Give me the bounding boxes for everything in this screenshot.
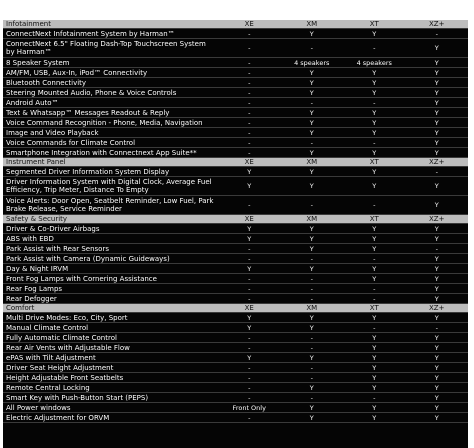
feature-availability: Y: [406, 353, 469, 363]
spec-sheet: [3, 20, 468, 448]
feature-availability: Y: [406, 88, 469, 98]
table-row: [3, 403, 468, 413]
feature-availability: Y: [218, 313, 281, 323]
table-row: [3, 177, 468, 196]
feature-availability: Y: [406, 313, 469, 323]
feature-availability: Y: [406, 108, 469, 118]
feature-availability: Y: [406, 373, 469, 383]
feature-availability: -: [281, 138, 344, 148]
feature-availability: -: [406, 244, 469, 254]
feature-availability: Y: [406, 294, 469, 304]
variant-column-header: XE: [218, 158, 281, 167]
feature-name: Steering Mounted Audio, Phone & Voice Controls: [3, 88, 218, 98]
feature-name: ABS with EBD: [3, 234, 218, 244]
table-row: [3, 333, 468, 343]
feature-availability: -: [281, 254, 344, 264]
feature-availability: Y: [281, 313, 344, 323]
feature-availability: -: [218, 274, 281, 284]
feature-availability: Y: [406, 118, 469, 128]
feature-name: Rear Fog Lamps: [3, 284, 218, 294]
feature-availability: -: [343, 138, 406, 148]
feature-availability: Front Only: [218, 403, 281, 413]
feature-availability: -: [218, 294, 281, 304]
feature-availability: Y: [406, 403, 469, 413]
feature-availability: Y: [281, 383, 344, 393]
feature-availability: Y: [406, 284, 469, 294]
feature-availability: Y: [406, 128, 469, 138]
feature-name: Voice Alerts: Door Open, Seatbelt Reminder, Low Fuel, Park Brake Release, Service Reminder: [3, 196, 218, 215]
feature-availability: -: [218, 148, 281, 158]
feature-availability: -: [281, 333, 344, 343]
feature-availability: Y: [406, 58, 469, 68]
feature-availability: Y: [281, 148, 344, 158]
feature-availability: Y: [281, 413, 344, 423]
feature-availability: Y: [281, 78, 344, 88]
table-row: [3, 167, 468, 177]
table-row: [3, 148, 468, 158]
feature-availability: Y: [406, 254, 469, 264]
feature-availability: -: [281, 363, 344, 373]
feature-name: Android Auto™: [3, 98, 218, 108]
feature-availability: -: [281, 343, 344, 353]
feature-availability: -: [343, 254, 406, 264]
section-header-row: [3, 215, 468, 224]
section-header-row: [3, 158, 468, 167]
section-header-row: [3, 20, 468, 29]
feature-availability: Y: [343, 413, 406, 423]
variant-column-header: XT: [343, 304, 406, 313]
feature-availability: Y: [343, 353, 406, 363]
feature-availability: Y: [406, 177, 469, 196]
feature-availability: -: [218, 39, 281, 58]
variant-column-header: XM: [281, 215, 344, 224]
feature-availability: Y: [281, 29, 344, 39]
feature-availability: Y: [281, 403, 344, 413]
feature-name: Electric Adjustment for ORVM: [3, 413, 218, 423]
feature-availability: Y: [343, 128, 406, 138]
feature-availability: 4 speakers: [281, 58, 344, 68]
feature-availability: -: [218, 68, 281, 78]
feature-availability: -: [218, 284, 281, 294]
feature-availability: -: [343, 98, 406, 108]
table-row: [3, 98, 468, 108]
feature-availability: Y: [281, 108, 344, 118]
table-row: [3, 353, 468, 363]
table-row: [3, 138, 468, 148]
variant-column-header: XM: [281, 304, 344, 313]
feature-availability: -: [281, 393, 344, 403]
feature-availability: -: [218, 98, 281, 108]
feature-name: Voice Commands for Climate Control: [3, 138, 218, 148]
feature-availability: -: [218, 108, 281, 118]
feature-availability: Y: [218, 224, 281, 234]
spec-table: [3, 20, 468, 423]
feature-name: Manual Climate Control: [3, 323, 218, 333]
feature-availability: Y: [343, 333, 406, 343]
feature-availability: Y: [343, 68, 406, 78]
feature-availability: Y: [281, 128, 344, 138]
feature-availability: Y: [406, 234, 469, 244]
feature-availability: Y: [218, 167, 281, 177]
feature-name: Voice Command Recognition - Phone, Media, Navigation: [3, 118, 218, 128]
feature-availability: Y: [406, 148, 469, 158]
variant-column-header: XZ+: [406, 215, 469, 224]
feature-availability: Y: [281, 68, 344, 78]
feature-availability: Y: [406, 78, 469, 88]
feature-name: Day & Night IRVM: [3, 264, 218, 274]
feature-availability: -: [218, 413, 281, 423]
feature-availability: -: [218, 343, 281, 353]
feature-availability: Y: [343, 118, 406, 128]
feature-name: 8 Speaker System: [3, 58, 218, 68]
table-row: [3, 78, 468, 88]
feature-availability: -: [281, 373, 344, 383]
section-title: Infotainment: [3, 20, 218, 29]
feature-availability: Y: [343, 167, 406, 177]
variant-column-header: XM: [281, 20, 344, 29]
feature-availability: 4 speakers: [343, 58, 406, 68]
table-row: [3, 294, 468, 304]
feature-name: Smart Key with Push-Button Start (PEPS): [3, 393, 218, 403]
feature-availability: Y: [218, 177, 281, 196]
feature-availability: Y: [406, 98, 469, 108]
feature-name: Park Assist with Camera (Dynamic Guideways): [3, 254, 218, 264]
feature-name: Bluetooth Connectivity: [3, 78, 218, 88]
feature-availability: Y: [343, 148, 406, 158]
feature-availability: -: [343, 39, 406, 58]
feature-name: Fully Automatic Climate Control: [3, 333, 218, 343]
feature-availability: Y: [281, 323, 344, 333]
feature-availability: Y: [406, 196, 469, 215]
table-row: [3, 413, 468, 423]
feature-availability: -: [218, 88, 281, 98]
feature-name: Image and Video Playback: [3, 128, 218, 138]
table-row: [3, 343, 468, 353]
feature-availability: Y: [343, 78, 406, 88]
feature-name: ConnectNext Infotainment System by Harman™: [3, 29, 218, 39]
table-row: [3, 363, 468, 373]
feature-availability: Y: [343, 234, 406, 244]
feature-availability: -: [218, 78, 281, 88]
feature-name: Multi Drive Modes: Eco, City, Sport: [3, 313, 218, 323]
feature-name: Segmented Driver Information System Display: [3, 167, 218, 177]
feature-name: Driver Seat Height Adjustment: [3, 363, 218, 373]
variant-column-header: XE: [218, 215, 281, 224]
feature-availability: Y: [406, 383, 469, 393]
variant-column-header: XZ+: [406, 158, 469, 167]
table-row: [3, 264, 468, 274]
variant-column-header: XT: [343, 215, 406, 224]
table-row: [3, 234, 468, 244]
feature-availability: -: [218, 128, 281, 138]
feature-availability: Y: [343, 108, 406, 118]
feature-name: Rear Air Vents with Adjustable Flow: [3, 343, 218, 353]
feature-availability: -: [218, 244, 281, 254]
feature-availability: -: [218, 118, 281, 128]
feature-availability: -: [281, 284, 344, 294]
feature-availability: -: [343, 323, 406, 333]
feature-availability: Y: [406, 363, 469, 373]
variant-column-header: XT: [343, 158, 406, 167]
feature-availability: Y: [343, 244, 406, 254]
feature-availability: Y: [281, 264, 344, 274]
feature-name: All Power windows: [3, 403, 218, 413]
feature-availability: -: [218, 363, 281, 373]
feature-availability: Y: [218, 234, 281, 244]
feature-availability: Y: [406, 393, 469, 403]
variant-column-header: XE: [218, 304, 281, 313]
table-row: [3, 244, 468, 254]
feature-availability: Y: [343, 313, 406, 323]
feature-availability: -: [343, 196, 406, 215]
feature-availability: Y: [406, 343, 469, 353]
table-row: [3, 39, 468, 58]
feature-name: Rear Defogger: [3, 294, 218, 304]
variant-column-header: XE: [218, 20, 281, 29]
table-row: [3, 274, 468, 284]
feature-availability: Y: [343, 343, 406, 353]
feature-availability: -: [281, 294, 344, 304]
table-row: [3, 254, 468, 264]
feature-availability: Y: [343, 177, 406, 196]
feature-availability: -: [218, 373, 281, 383]
feature-availability: Y: [343, 363, 406, 373]
table-row: [3, 128, 468, 138]
feature-availability: -: [281, 39, 344, 58]
table-row: [3, 118, 468, 128]
feature-availability: -: [218, 29, 281, 39]
feature-availability: -: [406, 167, 469, 177]
table-row: [3, 393, 468, 403]
section-header-row: [3, 304, 468, 313]
feature-availability: -: [218, 333, 281, 343]
feature-name: ePAS with Tilt Adjustment: [3, 353, 218, 363]
feature-availability: -: [281, 274, 344, 284]
table-row: [3, 373, 468, 383]
feature-name: Smartphone Integration with Connectnext App Suite**: [3, 148, 218, 158]
feature-availability: Y: [406, 68, 469, 78]
section-title: Instrument Panel: [3, 158, 218, 167]
feature-name: Front Fog Lamps with Cornering Assistance: [3, 274, 218, 284]
feature-availability: Y: [281, 234, 344, 244]
table-row: [3, 29, 468, 39]
feature-availability: Y: [343, 224, 406, 234]
section-title: Comfort: [3, 304, 218, 313]
feature-availability: Y: [281, 224, 344, 234]
table-row: [3, 323, 468, 333]
feature-availability: -: [218, 383, 281, 393]
feature-availability: Y: [343, 29, 406, 39]
feature-name: ConnectNext 6.5" Floating Dash-Top Touchscreen System by Harman™: [3, 39, 218, 58]
feature-name: Remote Central Locking: [3, 383, 218, 393]
table-row: [3, 68, 468, 78]
variant-column-header: XM: [281, 158, 344, 167]
table-row: [3, 284, 468, 294]
table-row: [3, 224, 468, 234]
feature-availability: Y: [406, 274, 469, 284]
feature-availability: -: [406, 29, 469, 39]
variant-column-header: XZ+: [406, 304, 469, 313]
section-title: Safety & Security: [3, 215, 218, 224]
feature-availability: Y: [343, 274, 406, 284]
feature-availability: Y: [281, 118, 344, 128]
variant-column-header: XT: [343, 20, 406, 29]
feature-name: AM/FM, USB, Aux-In, iPod™ Connectivity: [3, 68, 218, 78]
variant-column-header: XZ+: [406, 20, 469, 29]
table-row: [3, 383, 468, 393]
feature-availability: -: [343, 393, 406, 403]
feature-availability: Y: [343, 264, 406, 274]
table-row: [3, 313, 468, 323]
feature-availability: Y: [343, 88, 406, 98]
feature-name: Driver & Co-Driver Airbags: [3, 224, 218, 234]
feature-availability: -: [343, 294, 406, 304]
feature-availability: Y: [218, 323, 281, 333]
feature-availability: Y: [218, 353, 281, 363]
table-row: [3, 58, 468, 68]
feature-availability: -: [218, 393, 281, 403]
feature-availability: Y: [406, 333, 469, 343]
feature-availability: -: [281, 196, 344, 215]
feature-availability: -: [218, 58, 281, 68]
feature-availability: -: [281, 98, 344, 108]
feature-availability: Y: [406, 413, 469, 423]
feature-availability: Y: [343, 383, 406, 393]
table-row: [3, 108, 468, 118]
feature-availability: Y: [218, 264, 281, 274]
feature-name: Driver Information System with Digital Clock, Average Fuel Efficiency, Trip Meter, Distance To Empty: [3, 177, 218, 196]
feature-availability: Y: [406, 224, 469, 234]
feature-availability: -: [218, 254, 281, 264]
feature-availability: -: [343, 284, 406, 294]
feature-name: Text & Whatsapp™ Messages Readout & Reply: [3, 108, 218, 118]
feature-availability: Y: [281, 244, 344, 254]
feature-availability: -: [218, 138, 281, 148]
feature-name: Height Adjustable Front Seatbelts: [3, 373, 218, 383]
feature-availability: Y: [343, 403, 406, 413]
feature-name: Park Assist with Rear Sensors: [3, 244, 218, 254]
table-row: [3, 196, 468, 215]
feature-availability: Y: [281, 167, 344, 177]
feature-availability: Y: [343, 373, 406, 383]
feature-availability: Y: [281, 177, 344, 196]
feature-availability: Y: [406, 138, 469, 148]
feature-availability: -: [406, 323, 469, 333]
feature-availability: Y: [406, 264, 469, 274]
feature-availability: -: [218, 196, 281, 215]
table-row: [3, 88, 468, 98]
feature-availability: Y: [281, 88, 344, 98]
feature-availability: Y: [281, 353, 344, 363]
feature-availability: Y: [406, 39, 469, 58]
